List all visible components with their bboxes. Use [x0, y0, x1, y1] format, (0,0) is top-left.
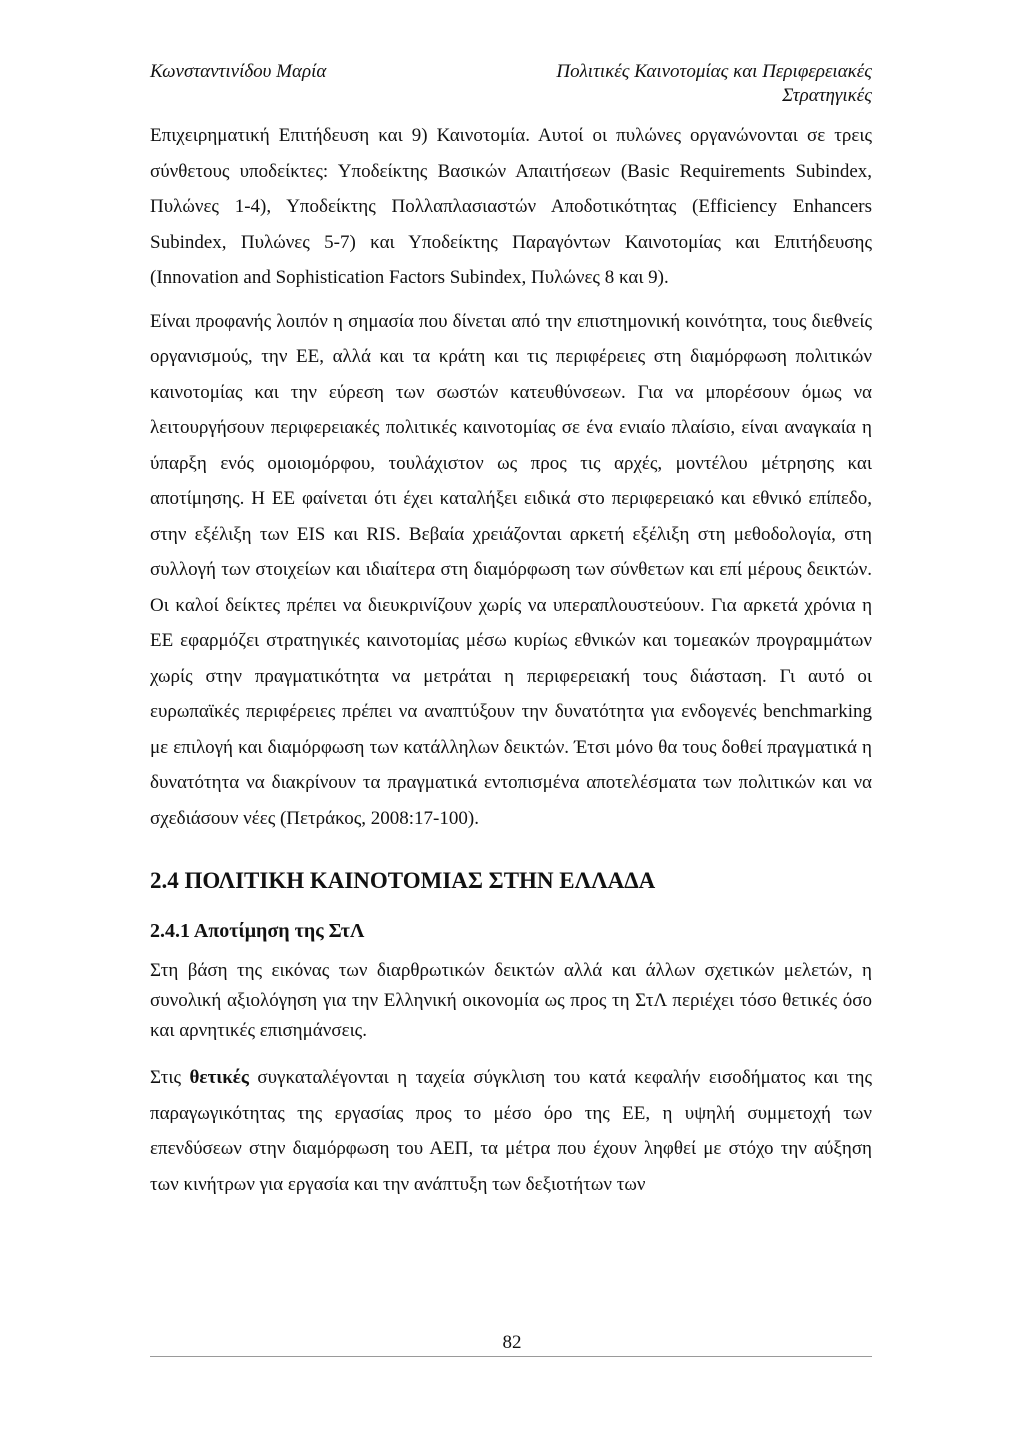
- header-author: Κωνσταντινίδου Μαρία: [150, 61, 327, 82]
- page-body: [150, 118, 872, 1202]
- section-heading: 2.4 ΠΟΛΙΤΙΚΗ ΚΑΙΝΟΤΟΜΙΑΣ ΣΤΗΝ ΕΛΛΑΔΑ: [150, 868, 656, 893]
- paragraph-innovation-policy: Είναι προφανής λοιπόν η σημασία που δίνεται από την επιστημονική κοινότητα, τους διεθνείς οργανισμούς, την ΕΕ, αλλά και τα κράτη και τις περιφέρειες στη διαμόρφωση πολιτικών καινοτομίας και την εύρεση των σωστών κατευθύνσεων. Για να μπορέσουν όμως να λειτουργήσουν περιφερειακές πολιτικές καινοτομίας σε ένα ενιαίο πλαίσιο, είναι αναγκαία η ύπαρξη ενός ομοιομόρφου, τουλάχιστον ως προς τις αρχές, μοντέλου μέτρησης και αποτίμησης. Η ΕΕ φαίνεται ότι έχει καταλήξει ειδικά στο περιφερειακό και εθνικό επίπεδο, στην εξέλιξη των EIS και RIS. Βεβαία χρειάζονται αρκετή εξέλιξη στη μεθοδολογία, στη συλλογή των στοιχείων και ιδιαίτερα στη διαμόρφωση των σύνθετων και επί μέρους δεικτών. Οι καλοί δείκτες πρέπει να διευκρινίζουν χωρίς να υπεραπλουστεύουν. Για αρκετά χρόνια η ΕΕ εφαρμόζει στρατηγικές καινοτομίας μέσω κυρίως εθνικών και τομεακών προγραμμάτων χωρίς στην πραγματικότητα να μετράται η περιφερειακή τους διάσταση. Γι αυτό οι ευρωπαϊκές περιφέρειες πρέπει να αναπτύξουν την δυνατότητα για ενδογενές benchmarking με επιλογή και διαμόρφωση των κατάλληλων δεικτών. Έτσι μόνο θα τους δοθεί πραγματικά η δυνατότητα να διακρίνουν τα πραγματικά εντοπισμένα αποτελέσματα των πολιτικών και να σχεδιάσουν νέες (Πετράκος, 2008:17-100).: [150, 310, 872, 829]
- paragraph-positives: [150, 1060, 872, 1202]
- paragraph-assessment: Στη βάση της εικόνας των διαρθρωτικών δεικτών αλλά και άλλων σχετικών μελετών, η συνολική αξιολόγηση για την Ελληνική οικονομία ως προς τη ΣτΛ περιέχει τόσο θετικές όσο και αρνητικές επισημάνσεις.: [150, 960, 872, 1041]
- footer-divider: [150, 1356, 872, 1357]
- header-title: Πολιτικές Καινοτομίας και Περιφερειακές Στρατηγικές: [556, 61, 872, 106]
- subsection-heading: 2.4.1 Αποτίμηση της ΣτΛ: [150, 920, 365, 942]
- positives-keyword: θετικές: [189, 1067, 249, 1088]
- paragraph-pillars: Επιχειρηματική Επιτήδευση και 9) Καινοτομία. Αυτοί οι πυλώνες οργανώνονται σε τρεις σύνθετους υποδείκτες: Υποδείκτης Βασικών Απαιτήσεων (Basic Requirements Subindex, Πυλώνες 1-4), Υποδείκτης Πολλαπλασιαστών Αποδοτικότητας (Efficiency Enhancers Subindex, Πυλώνες 5-7) και Υποδείκτης Παραγόντων Καινοτομίας και Επιτήδευσης (Innovation and Sophistication Factors Subindex, Πυλώνες 8 και 9).: [150, 125, 872, 288]
- paragraph-positives-prefix: Στις: [150, 1067, 190, 1088]
- paragraph-positives-rest: συγκαταλέγονται η ταχεία σύγκλιση του κατά κεφαλήν εισοδήματος και της παραγωγικότητας της εργασίας προς το μέσο όρο της ΕΕ, η υψηλή συμμετοχή των επενδύσεων στην διαμόρφωση του ΑΕΠ, τα μέτρα που έχουν ληφθεί με στόχο την αύξηση των κινήτρων για εργασία και την ανάπτυξη των δεξιοτήτων των: [150, 1067, 872, 1195]
- page-number: 82: [502, 1332, 522, 1353]
